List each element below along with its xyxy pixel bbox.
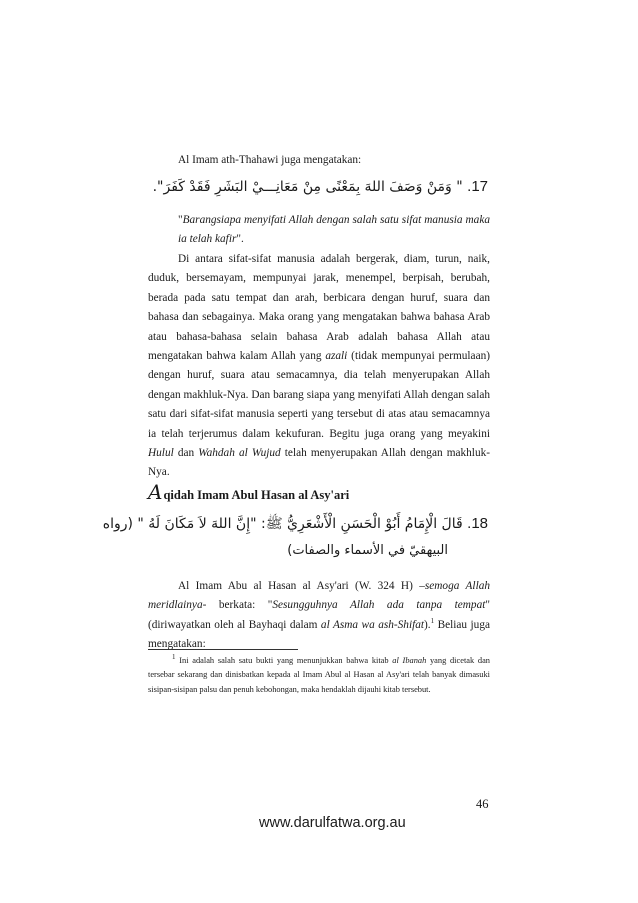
asyari-quote: Sesungguhnya Allah ada tanpa tempat — [272, 599, 486, 612]
paragraph-main-part3: telah menyerupakan Allah dengan makhluk-Nya. — [148, 447, 491, 479]
footnote-marker: 1 — [172, 653, 176, 662]
asyari-part3: " (diriwayatkan oleh al Bayhaqi dalam — [148, 599, 490, 631]
footnote-part2: yang dicetak dan tersebar sekarang dan dinisbatkan kepada al Imam Abul al Hasan al Asy'ari telah banyak dimasuki sisipan-sisipan palsu dan penuh kebohongan, maka hendaklah dijauhi kitab tersebut. — [148, 656, 490, 694]
asyari-part5: Beliau juga mengatakan: — [148, 618, 490, 651]
heading-text: qidah Imam Abul Hasan al Asy'ari — [163, 488, 350, 502]
asyari-italic1: semoga Allah meridlainya- — [148, 580, 491, 612]
translation-17-close: ". — [236, 233, 244, 246]
quote-18-arabic-1: قَالَ الْإِمَامُ أَبُوْ الْحَسَنِ الْأَشْعَرِيُّ ﷺ: "إِنَّ اللهَ لاَ مَكَانَ لَهُ " (رواه — [102, 516, 463, 532]
asyari-part1: Al Imam Abu al Hasan al Asy'ari (W. 324 H) – — [178, 580, 425, 592]
asyari-part2: berkata: " — [206, 599, 273, 612]
website-link[interactable]: www.darulfatwa.org.au — [259, 815, 406, 831]
heading-dropcap: A — [148, 480, 163, 504]
term-hulul: Hulul — [148, 447, 174, 460]
footnote — [148, 654, 490, 697]
intro-thahawi: Al Imam ath-Thahawi juga mengatakan: — [178, 154, 362, 166]
quote-18-number: 18. — [467, 515, 488, 532]
quote-18-line2: البيهقيّ في الأسماء والصفات) — [287, 543, 448, 558]
footnote-divider — [148, 649, 298, 650]
section-heading — [148, 480, 349, 504]
paragraph-main-and: dan — [173, 447, 199, 460]
asyari-part4: ). — [424, 618, 431, 631]
paragraph-main-part2: (tidak mempunyai permulaan) dengan huruf, suara atau semacamnya, dia telah menyerupakan Allah dengan makhluk-Nya. Dan barang siapa yang menyifati Allah dengan salah satu dari sifat-sifat manusia seperti yang tersebut di atas atau semacamnya ia telah terjerumus dalam kekufuran. Begitu juga orang yang meyakini — [148, 350, 490, 440]
paragraph-main — [148, 250, 490, 483]
quote-17-number: 17. — [467, 178, 488, 195]
quote-17-arabic: " وَمَنْ وَصَفَ اللهَ بِمَعْنًى مِنْ مَعَانِـــيْ البَشَرِ فَقَدْ كَفَرَ". — [152, 179, 463, 195]
quote-17 — [153, 178, 488, 195]
paragraph-asyari — [148, 577, 490, 655]
footnote-ref[interactable]: 1 — [430, 617, 435, 626]
page-number: 46 — [476, 797, 489, 811]
quote-18-line1 — [103, 515, 488, 535]
footnote-book: al Ibanah — [392, 656, 427, 665]
term-azali: azali — [325, 350, 348, 363]
asyari-book-title: al Asma wa ash-Shifat — [320, 618, 425, 631]
footnote-part1: Ini adalah salah satu bukti yang menunjukkan bahwa kitab — [175, 656, 393, 665]
translation-17-open: " — [178, 214, 183, 226]
translation-17-text: Barangsiapa menyifati Allah dengan salah satu sifat manusia maka ia telah kafir — [178, 214, 490, 246]
translation-17 — [178, 211, 490, 250]
term-wahdah: Wahdah al Wujud — [198, 447, 281, 460]
paragraph-main-part1: Di antara sifat-sifat manusia adalah bergerak, diam, turun, naik, duduk, bersemayam, mempunyai jarak, menempel, berpisah, berubah, berada pada satu tempat dan arah, berbicara dengan huruf, suara dan bahasa dan sebagainya. Maka orang yang mengatakan bahwa bahasa Arab atau bahasa-bahasa selain bahasa Arab adalah bahasa Allah atau mengatakan bahwa kalam Allah yang — [148, 253, 490, 363]
